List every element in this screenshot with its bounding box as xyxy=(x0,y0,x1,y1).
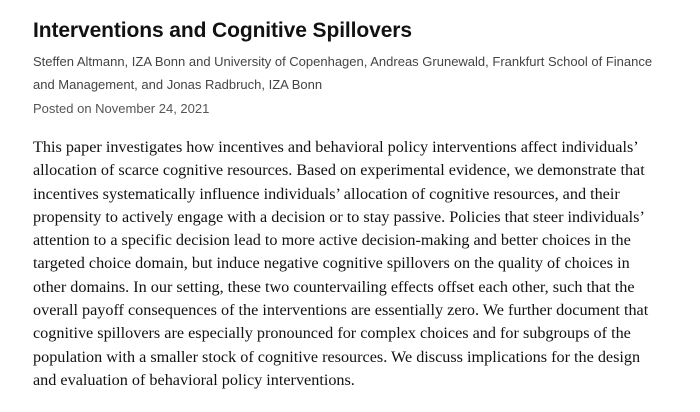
article-authors: Steffen Altmann, IZA Bonn and University of Copenhagen, Andreas Grunewald, Frankfurt School of Finance and Management, and Jonas Radbruch, IZA Bonn xyxy=(33,54,653,92)
article-title: Interventions and Cognitive Spillovers xyxy=(33,19,412,42)
article-abstract: This paper investigates how incentives and behavioral policy interventions affect individuals’ allocation of scarce cognitive resources. Based on experimental evidence, we demonstrate that incentives systematically influence individuals’ allocation of cognitive resources, and their propensity to actively engage with a decision or to stay passive. Policies that steer individuals’ attention to a specific decision lead to more active decision-making and better choices in the targeted choice domain, but induce negative cognitive spillovers on the quality of choices in other domains. In our setting, these two countervailing effects offset each other, such that the overall payoff consequences of the interventions are essentially zero. We further document that cognitive spillovers are especially pronounced for complex choices and for subgroups of the population with a smaller stock of cognitive resources. We discuss implications for the design and evaluation of behavioral policy interventions. xyxy=(33,138,649,389)
article xyxy=(33,18,673,392)
posted-date: Posted on November 24, 2021 xyxy=(33,101,210,116)
